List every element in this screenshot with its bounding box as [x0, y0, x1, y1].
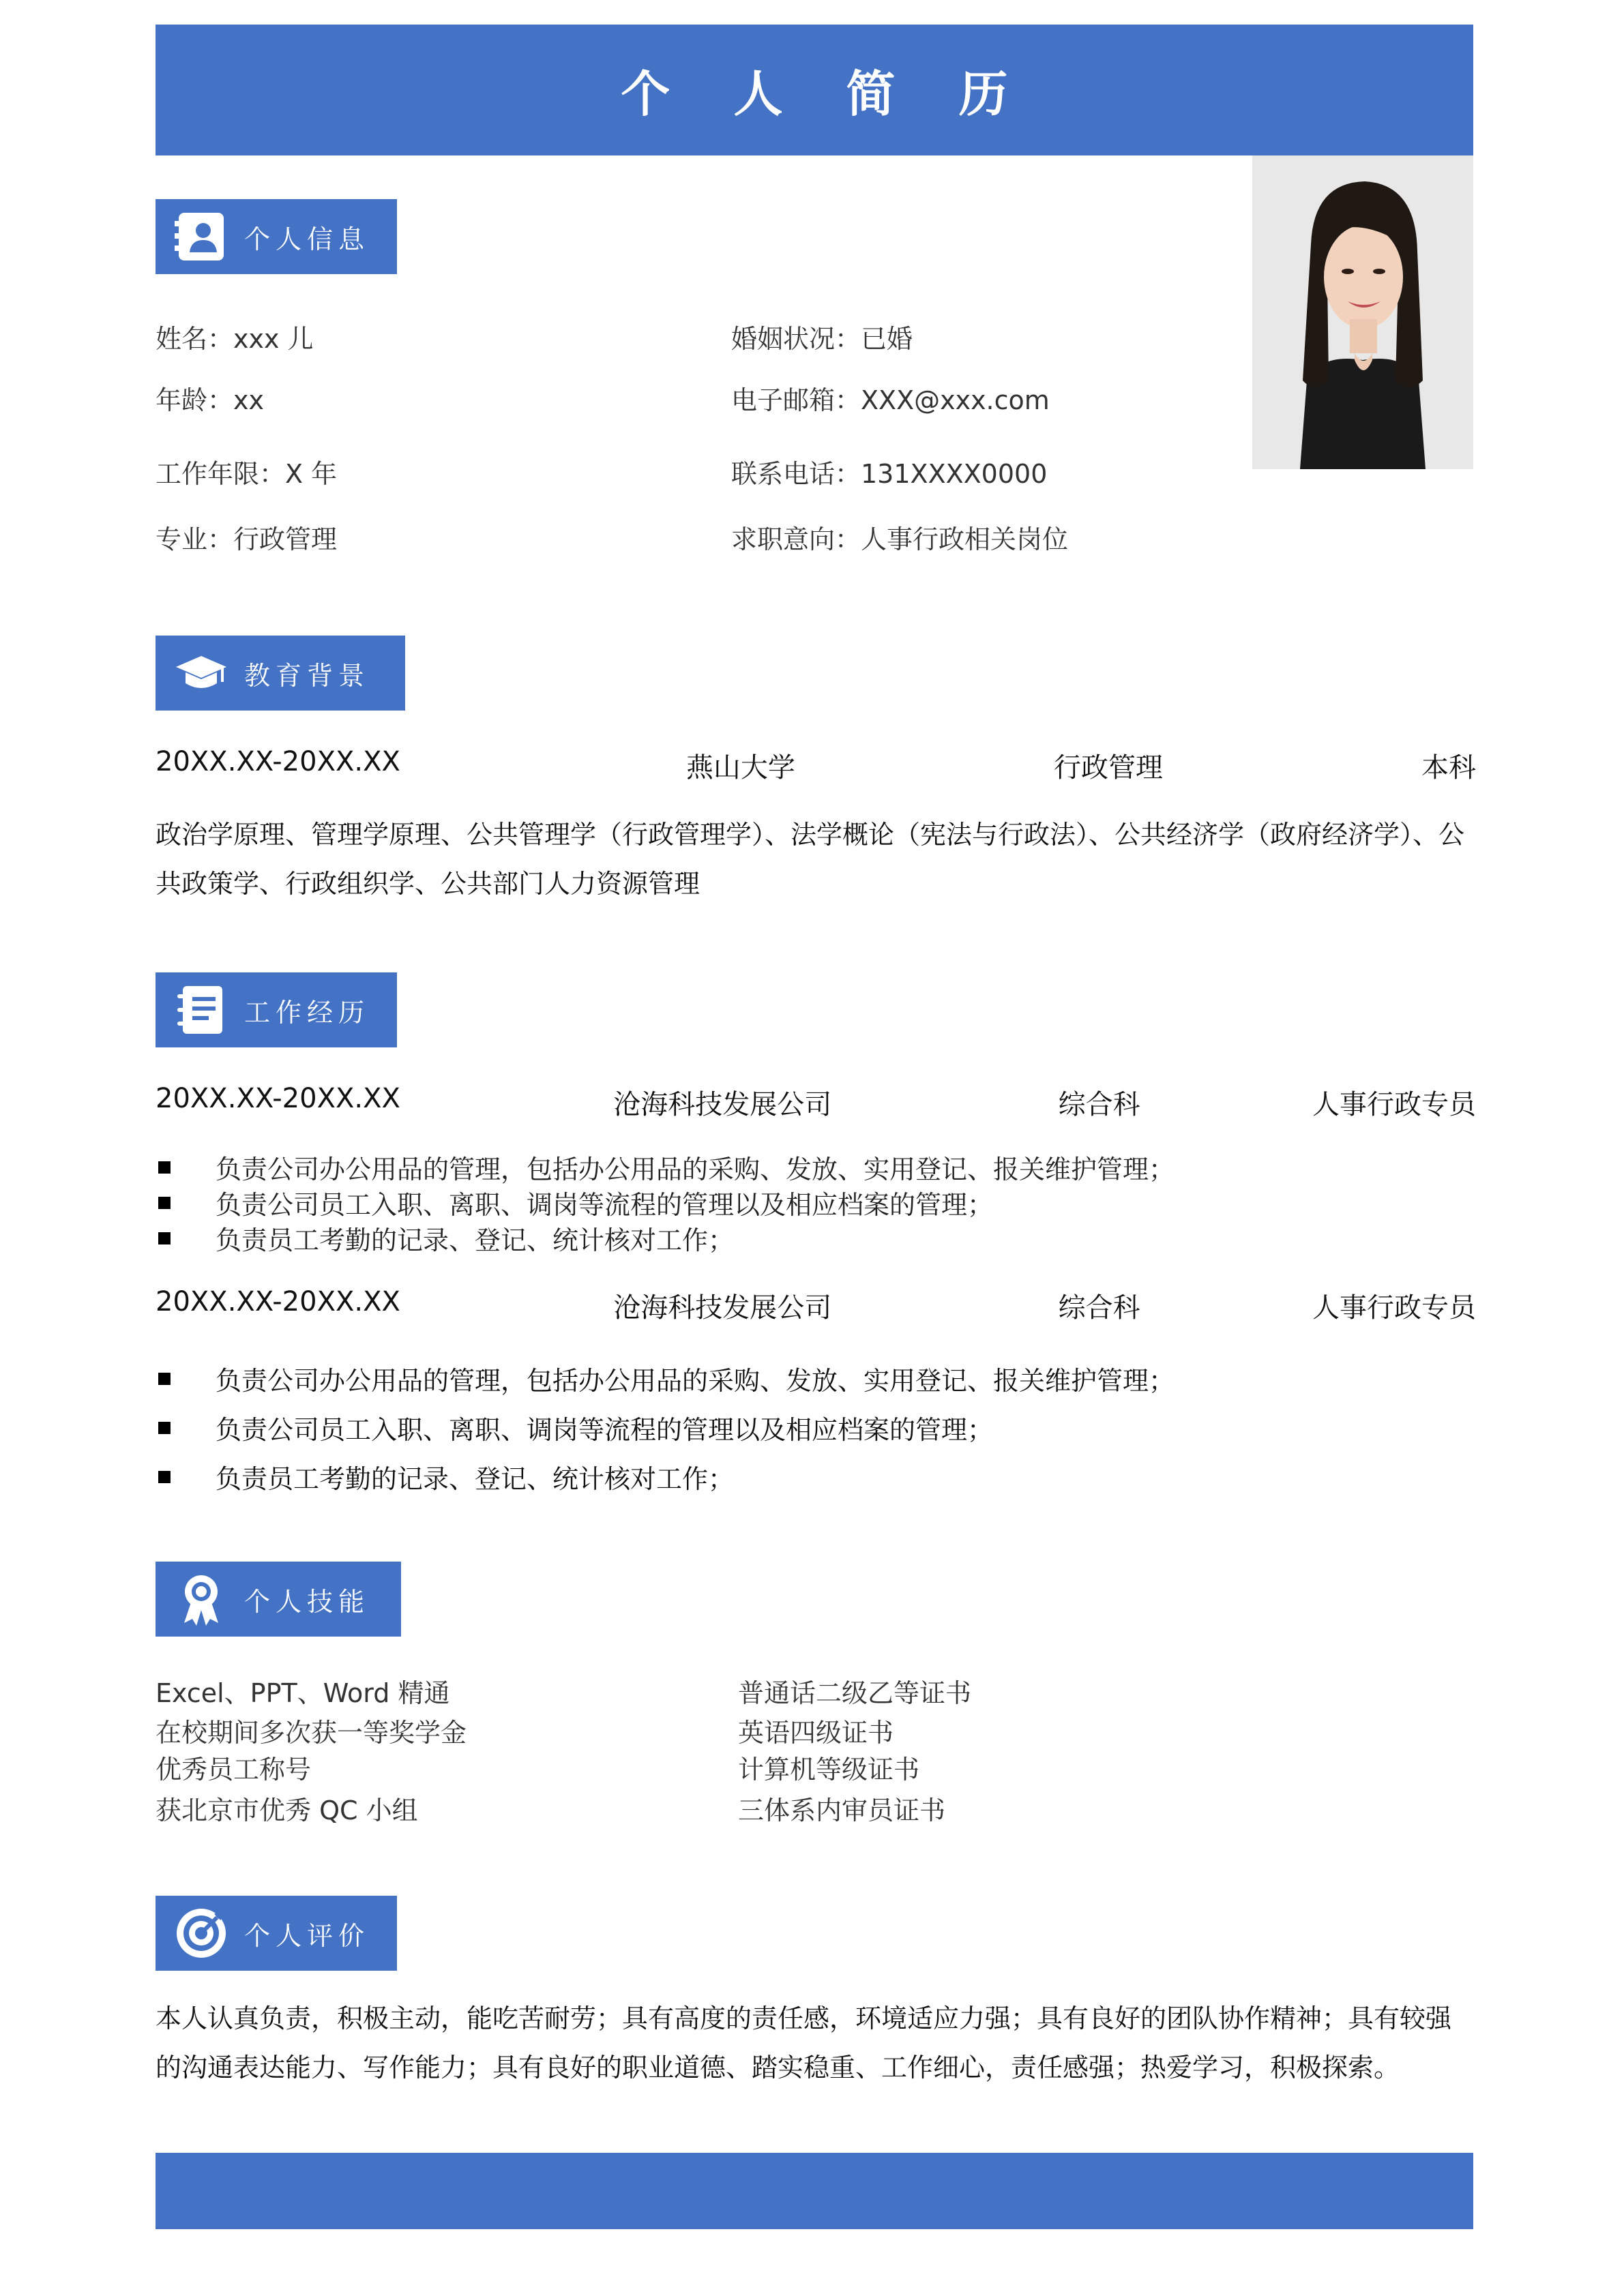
- bullet-square-icon: [158, 1422, 171, 1434]
- section-title-skills: 个人技能: [244, 1586, 370, 1617]
- list-item: [156, 1184, 993, 1221]
- graduation-cap-icon: [175, 646, 228, 700]
- work-company: 沧海科技发展公司: [613, 1089, 832, 1120]
- bullet-square-icon: [158, 1373, 171, 1385]
- duty-text: 负责公司办公用品的管理，包括办公用品的采购、发放、实用登记、报关维护管理；: [216, 1154, 1175, 1184]
- section-header-evaluation: [156, 1896, 397, 1971]
- certificate-item: 三体系内审员证书: [738, 1795, 946, 1825]
- section-title-education: 教育背景: [244, 660, 370, 691]
- info-years: 工作年限：X 年: [156, 459, 338, 489]
- work-row-2: [156, 1286, 1476, 1325]
- header-bar: [156, 25, 1473, 155]
- section-title-work: 工作经历: [244, 997, 370, 1028]
- bullet-square-icon: [158, 1197, 171, 1209]
- list-item: [156, 1409, 993, 1446]
- work-role: 人事行政专员: [1312, 1089, 1476, 1120]
- bullet-square-icon: [158, 1232, 171, 1244]
- work-company: 沧海科技发展公司: [613, 1292, 832, 1324]
- info-email: 电子邮箱：XXX@xxx.com: [731, 385, 1050, 415]
- target-icon: [175, 1907, 228, 1960]
- list-item: [156, 1219, 734, 1257]
- skill-item: 获北京市优秀 QC 小组: [156, 1795, 418, 1825]
- bullet-square-icon: [158, 1471, 171, 1483]
- info-intent: 求职意向：人事行政相关岗位: [731, 524, 1069, 554]
- section-title-info: 个人信息: [244, 224, 370, 254]
- info-age: 年龄：xx: [156, 385, 264, 415]
- info-major: 专业：行政管理: [156, 524, 338, 554]
- education-major: 行政管理: [1053, 752, 1163, 784]
- education-degree: 本科: [1421, 752, 1476, 784]
- section-header-info: [156, 199, 397, 274]
- portrait-image: [1252, 155, 1473, 469]
- work-role: 人事行政专员: [1312, 1292, 1476, 1324]
- list-item: [156, 1458, 734, 1495]
- work-period: 20XX.XX-20XX.XX: [156, 1286, 400, 1317]
- section-title-evaluation: 个人评价: [244, 1920, 370, 1951]
- work-dept: 综合科: [1058, 1089, 1140, 1120]
- duty-text: 负责公司员工入职、离职、调岗等流程的管理以及相应档案的管理；: [216, 1415, 994, 1445]
- info-phone: 联系电话：131XXXX0000: [731, 459, 1048, 489]
- list-item: [156, 1148, 1175, 1186]
- education-school: 燕山大学: [685, 752, 795, 784]
- work-row-1: [156, 1083, 1476, 1122]
- duty-text: 负责公司员工入职、离职、调岗等流程的管理以及相应档案的管理；: [216, 1190, 994, 1220]
- duty-text: 负责员工考勤的记录、登记、统计核对工作；: [216, 1464, 735, 1494]
- certificate-item: 计算机等级证书: [738, 1755, 920, 1785]
- section-header-education: [156, 636, 405, 711]
- info-marital: 婚姻状况：已婚: [731, 324, 913, 354]
- page-title: 个 人 简 历: [621, 65, 1031, 123]
- education-row: [156, 746, 1476, 785]
- footer-bar: [156, 2153, 1473, 2229]
- skill-item: 优秀员工称号: [156, 1755, 312, 1785]
- list-item: [156, 1360, 1175, 1397]
- duty-text: 负责员工考勤的记录、登记、统计核对工作；: [216, 1225, 735, 1255]
- profile-photo: [1252, 155, 1473, 469]
- notebook-icon: [175, 983, 228, 1037]
- duty-text: 负责公司办公用品的管理，包括办公用品的采购、发放、实用登记、报关维护管理；: [216, 1366, 1175, 1396]
- skill-item: 在校期间多次获一等奖学金: [156, 1718, 467, 1748]
- certificate-item: 普通话二级乙等证书: [738, 1678, 972, 1708]
- skill-item: Excel、PPT、Word 精通: [156, 1678, 450, 1708]
- education-period: 20XX.XX-20XX.XX: [156, 746, 400, 777]
- evaluation-text: 本人认真负责，积极主动，能吃苦耐劳；具有高度的责任感，环境适应力强；具有良好的团队协作精神；具有较强的沟通表达能力、写作能力；具有良好的职业道德、踏实稳重、工作细心，责任感强；热爱学习，积极探索。: [156, 2003, 1452, 2083]
- contact-card-icon: [175, 210, 228, 263]
- section-header-work: [156, 972, 397, 1047]
- section-header-skills: [156, 1562, 401, 1637]
- info-name: 姓名：xxx 儿: [156, 324, 314, 354]
- education-courses: 政治学原理、管理学原理、公共管理学（行政管理学）、法学概论（宪法与行政法）、公共经济学（政府经济学）、公共政策学、行政组织学、公共部门人力资源管理: [156, 820, 1465, 899]
- award-ribbon-icon: [175, 1572, 228, 1626]
- bullet-square-icon: [158, 1161, 171, 1174]
- certificate-item: 英语四级证书: [738, 1718, 894, 1748]
- work-period: 20XX.XX-20XX.XX: [156, 1083, 400, 1114]
- work-dept: 综合科: [1058, 1292, 1140, 1324]
